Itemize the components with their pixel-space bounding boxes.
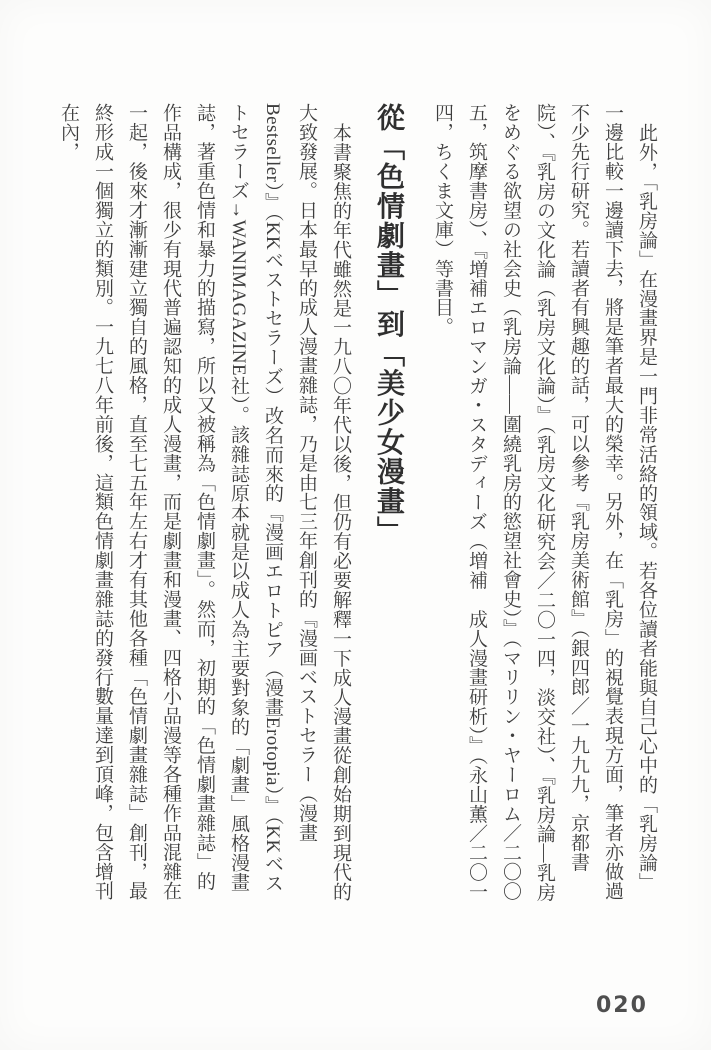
paragraph-ero-gekiga-history: 本書聚焦的年代雖然是一九八〇年代以後，但仍有必要解釋一下成人漫畫從創始期到現代的大致發展。日本最早的成人漫畫雜誌，乃是由七三年創刊的『漫画ベストセラー（漫畫Bestseller）』（KKベストセラーズ）改名而來的『漫画エロトピア（漫畫Erotopia）』（KKベストセラーズ→WANIMAGAZINE社）。該雜誌原本就是以成人為主要對象的「劇畫」風格漫畫誌，著重色情和暴力的描寫，所以又被稱為「色情劇畫」。然而，初期的「色情劇畫雜誌」的作品構成，很少有現代普遍認知的成人漫畫，而是劇畫和漫畫、四格小品漫等各種作品混雜在一起，後來才漸漸建立獨自的風格，直至七五年左右才有其他各種「色情劇畫雜誌」創刊，最終形成一個獨立的類別。一九七八年前後，這類色情劇畫雜誌的發行數量達到頂峰，包含增刊在內， <box>58 103 351 901</box>
vertical-text-area <box>58 103 663 903</box>
section-heading: 從「色情劇畫」到「美少女漫畫」 <box>373 103 404 546</box>
page-number: 020 <box>596 993 648 1018</box>
paragraph-breast-theory-references: 此外，「乳房論」在漫畫界是一門非常活絡的領域。若各位讀者能與自己心中的「乳房論」一邊比較一邊讀下去，將是筆者最大的榮幸。另外，在「乳房」的視覺表現方面，筆者亦做過不少先行研究。若讀者有興趣的話，可以參考『乳房美術館』（銀四郎／一九九九，京都書院）、『乳房の文化論（乳房文化論）』（乳房文化研究会／二〇一四，淡交社）、『乳房論—乳房をめぐる欲望の社会史（乳房論——圍繞乳房的慾望社會史）』（マリリン・ヤーロム／二〇〇五，筑摩書房）、『増補エロマンガ・スタディーズ（増補 成人漫畫研析）』（永山薫／二〇一四，ちくま文庫）等書目。 <box>432 103 657 902</box>
